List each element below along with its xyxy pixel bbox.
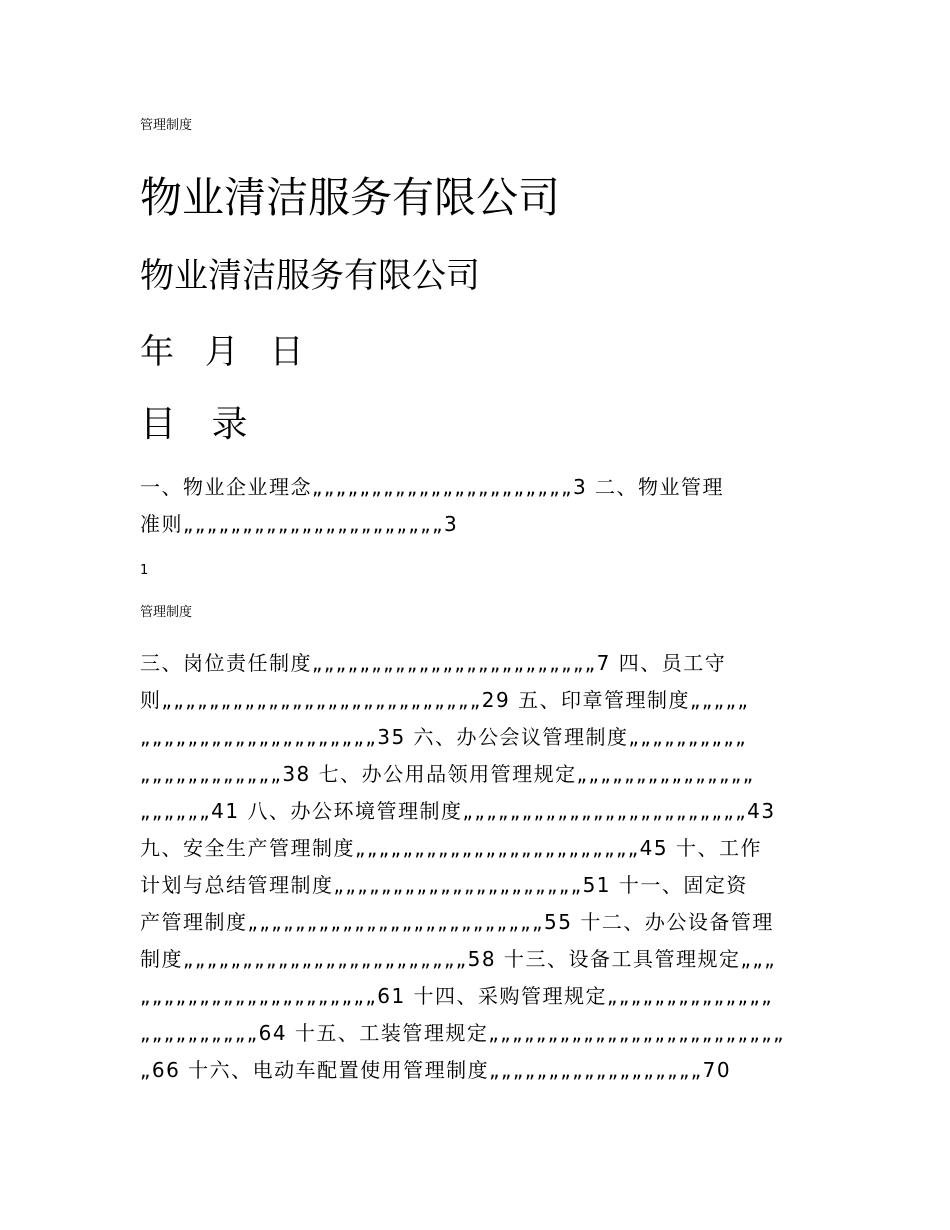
company-title: 物业清洁服务有限公司 bbox=[140, 173, 561, 222]
page-header-2: 管理制度 bbox=[140, 605, 193, 620]
page-header-1: 管理制度 bbox=[140, 118, 193, 133]
company-subtitle: 物业清洁服务有限公司 bbox=[140, 256, 480, 296]
toc-heading: 目 录 bbox=[140, 404, 260, 445]
toc-block-2: 三、岗位责任制度„„„„„„„„„„„„„„„„„„„„„„„„7 四、员工守 则„„„„„„„„„„„„„„„„„„„„„„„„„„„29 五、印章管理制度„„„„„ „„„„„„„„„„„„„„„„„„„„35 六、办公会议管理制度„„„„„„„„„„ „„„„„„„„„„„„38 七、办公用品领用管理规定„„„„„„„„„„„„„„„ „„„„„„41 八、办公环境管理制度„„„„„„„„„„„„„„„„„„„„„„„„43 九、安全生产管理制度„„„„„„„„„„„„„„„„„„„„„„„„45 十、工作 计划与总结管理制度„„„„„„„„„„„„„„„„„„„„„51 十一、固定资 产管理制度„„„„„„„„„„„„„„„„„„„„„„„„„55 十二、办公设备管理 制度„„„„„„„„„„„„„„„„„„„„„„„„58 十三、设备工具管理规定„„„ „„„„„„„„„„„„„„„„„„„„61 十四、采购管理规定„„„„„„„„„„„„„„ „„„„„„„„„„64 十五、工装管理规定„„„„„„„„„„„„„„„„„„„„„„„„„ „66 十六、电动车配置使用管理制度„„„„„„„„„„„„„„„„„„70 bbox=[140, 651, 785, 1082]
page-number: 1 bbox=[140, 563, 149, 578]
date-line: 年 月 日 bbox=[140, 332, 314, 372]
toc-block-1: 一、物业企业理念„„„„„„„„„„„„„„„„„„„„„„3 二、物业管理 准则„„„„„„„„„„„„„„„„„„„„„„3 bbox=[140, 475, 725, 536]
